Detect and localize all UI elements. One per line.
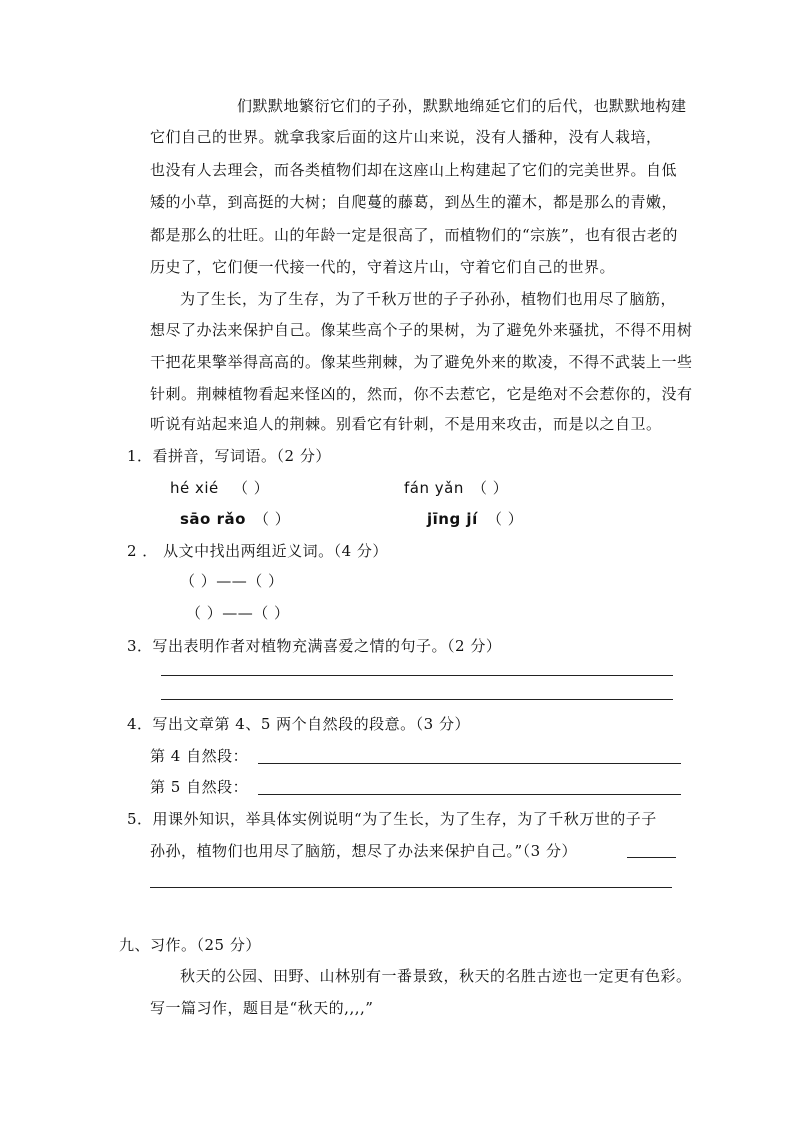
synonym-pair[interactable]: （ ）——（ ） (186, 604, 290, 622)
question-5-line: 5．用课外知识，举具体实例说明“为了生长，为了生存，为了千秋万世的子子 (127, 810, 657, 828)
passage-line: 都是那么的壮旺。山的年龄一定是很高了，而植物们的“宗族”，也有很古老的 (150, 226, 678, 244)
answer-line[interactable] (627, 857, 676, 858)
answer-blank[interactable]: （ ） (254, 510, 291, 528)
pinyin-label: jīng jí (427, 510, 478, 528)
passage-line: 干把花果擎举得高高的。像某些荆棘，为了避免外来的欺凌，不得不武装上一些 (150, 353, 693, 371)
pinyin-label: fán yǎn (404, 479, 464, 497)
passage-line: 矮的小草，到高挺的大树；自爬蔓的藤葛，到丛生的灌木，都是那么的青嫩， (150, 193, 678, 211)
passage-line: 为了生长，为了生存，为了千秋万世的子子孙孙，植物们也用尽了脑筋， (180, 290, 677, 308)
composition-prompt: 秋天的公园、田野、山林别有一番景致，秋天的名胜古迹也一定更有色彩。 (180, 967, 692, 985)
answer-line[interactable] (150, 887, 672, 888)
paragraph-5-label: 第 5 自然段： (150, 778, 249, 796)
passage-line: 们默默地繁衍它们的子孙，默默地绵延它们的后代，也默默地构建 (237, 97, 687, 115)
question-5-line: 孙孙，植物们也用尽了脑筋，想尽了办法来保护自己。”（3 分） (150, 842, 577, 860)
passage-line: 历史了，它们便一代接一代的，守着这片山，守着它们自己的世界。 (150, 258, 616, 276)
question-4-title: 4．写出文章第 4、5 两个自然段的段意。（3 分） (127, 715, 470, 733)
answer-blank[interactable]: （ ） (233, 479, 270, 497)
pinyin-label: hé xié (170, 479, 219, 497)
question-1-title: 1．看拼音，写词语。（2 分） (127, 447, 331, 465)
composition-prompt: 写一篇习作，题目是“秋天的,,,,” (150, 999, 374, 1017)
passage-line: 听说有站起来追人的荆棘。别看它有针刺，不是用来攻击，而是以之自卫。 (150, 415, 662, 433)
passage-line: 针刺。荆棘植物看起来怪凶的，然而，你不去惹它，它是绝对不会惹你的，没有 (150, 385, 693, 403)
answer-line[interactable] (258, 794, 681, 795)
passage-line: 想尽了办法来保护自己。像某些高个子的果树，为了避免外来骚扰，不得不用树 (150, 321, 693, 339)
paragraph-4-label: 第 4 自然段： (150, 747, 249, 765)
question-2-title: 2 ． 从文中找出两组近义词。（4 分） (127, 542, 388, 560)
question-3-title: 3．写出表明作者对植物充满喜爱之情的句子。（2 分） (127, 637, 502, 655)
answer-blank[interactable]: （ ） (487, 510, 524, 528)
passage-line: 它们自己的世界。就拿我家后面的这片山来说，没有人播种，没有人栽培， (150, 128, 662, 146)
section-9-title: 九、习作。（25 分） (119, 936, 261, 954)
answer-line[interactable] (258, 763, 681, 764)
answer-line[interactable] (161, 675, 673, 676)
passage-line: 也没有人去理会，而各类植物们却在这座山上构建起了它们的完美世界。自低 (150, 161, 678, 179)
answer-blank[interactable]: （ ） (472, 479, 509, 497)
answer-line[interactable] (161, 699, 673, 700)
pinyin-label: sāo rǎo (180, 510, 246, 528)
synonym-pair[interactable]: （ ）——（ ） (180, 572, 284, 590)
